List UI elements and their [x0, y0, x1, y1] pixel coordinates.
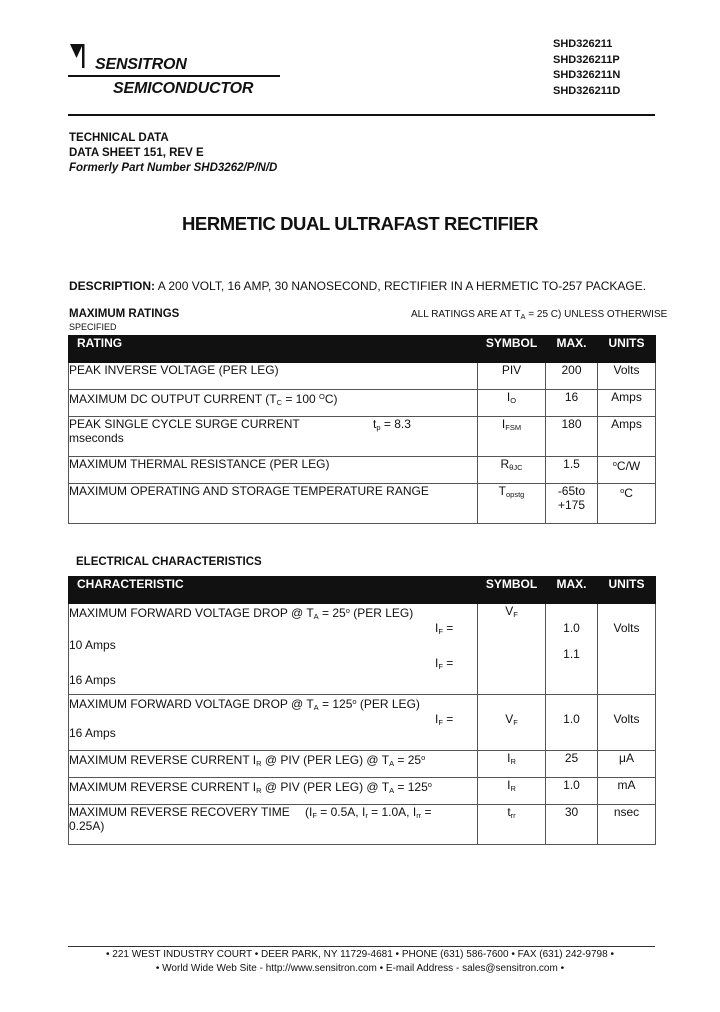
col-header-rating: RATING: [69, 336, 478, 363]
characteristic-label: MAXIMUM FORWARD VOLTAGE DROP @ $T_A = 25^o$ (PER LEG) $I_F$ = 10 Amps $I_F$ = 16 Amps: [69, 604, 478, 695]
description-text: A 200 VOLT, 16 AMP, 30 NANOSECOND, RECTIFIER IN A HERMETIC TO-257 PACKAGE.: [155, 279, 647, 293]
col-header-symbol: SYMBOL: [478, 336, 546, 363]
characteristic-symbol: $I_R$: [478, 751, 546, 778]
rating-label: MAXIMUM DC OUTPUT CURRENT ($T_C = 100$ $^O$C): [69, 390, 478, 417]
characteristic-symbol: $I_R$: [478, 778, 546, 805]
rating-label: MAXIMUM THERMAL RESISTANCE (PER LEG): [69, 457, 478, 484]
technical-data-label: TECHNICAL DATA: [69, 132, 169, 144]
rating-units: Amps: [598, 417, 656, 457]
description: [69, 279, 646, 293]
surge-condition: $t_p = 8.3$: [373, 417, 411, 432]
header-divider: [68, 114, 655, 116]
table-row: [69, 805, 656, 845]
max-ratings-title: MAXIMUM RATINGS: [69, 308, 180, 320]
table-row: [69, 751, 656, 778]
test-condition: ($I_F = 0.5A$, $I_r = 1.0A$, $I_{rr}$ =: [305, 805, 432, 820]
electrical-table: [68, 576, 656, 845]
table-row: [69, 778, 656, 805]
characteristic-units: mA: [598, 778, 656, 805]
footer-contact: • World Wide Web Site - http://www.sensitron.com • E-mail Address - sales@sensitron.com •: [155, 963, 565, 974]
rating-label: PEAK INVERSE VOLTAGE (PER LEG): [69, 363, 478, 390]
footer-divider: [68, 946, 655, 947]
characteristic-label: MAXIMUM REVERSE RECOVERY TIME ($I_F = 0.5A$, $I_r = 1.0A$, $I_{rr}$ = 0.25A): [69, 805, 478, 845]
characteristic-max: 30: [546, 805, 598, 845]
table-header-row: [69, 577, 656, 604]
logo-underline: [68, 75, 280, 77]
col-header-units: UNITS: [598, 336, 656, 363]
characteristic-units: μA: [598, 751, 656, 778]
rating-symbol: $I_{FSM}$: [478, 417, 546, 457]
description-label: DESCRIPTION:: [69, 279, 156, 293]
part-number: SHD326211: [553, 38, 613, 50]
part-number: SHD326211N: [553, 69, 621, 81]
characteristic-symbol: $t_{rr}$: [478, 805, 546, 845]
rating-max: 180: [546, 417, 598, 457]
rating-units: Volts: [598, 363, 656, 390]
electrical-title: ELECTRICAL CHARACTERISTICS: [76, 556, 262, 568]
table-header-row: [69, 336, 656, 363]
characteristic-max: 1.0: [546, 778, 598, 805]
col-header-max: MAX.: [546, 577, 598, 604]
logo-triangle-icon: [70, 44, 92, 68]
col-header-symbol: SYMBOL: [478, 577, 546, 604]
part-number: SHD326211P: [553, 53, 620, 66]
company-name: SENSITRON: [95, 56, 187, 73]
characteristic-units: nsec: [598, 805, 656, 845]
page-title: HERMETIC DUAL ULTRAFAST RECTIFIER: [181, 213, 539, 234]
table-row: [69, 695, 656, 751]
characteristic-symbol: $V_F$: [478, 604, 546, 695]
rating-label: MAXIMUM OPERATING AND STORAGE TEMPERATURE RANGE: [69, 484, 478, 524]
rating-symbol: PIV: [478, 363, 546, 390]
rating-units: Amps: [598, 390, 656, 417]
rating-symbol: $T_{opstg}$: [478, 484, 546, 524]
characteristic-label: MAXIMUM REVERSE CURRENT $I_R$ @ PIV (PER LEG) @ $T_A = 25^o$: [69, 751, 478, 778]
technical-info: [69, 131, 277, 176]
test-condition: $I_F$ =: [435, 621, 454, 636]
characteristic-label: MAXIMUM REVERSE CURRENT $I_R$ @ PIV (PER LEG) @ $T_A = 125^o$: [69, 778, 478, 805]
footer-address: • 221 WEST INDUSTRY COURT • DEER PARK, NY 11729-4681 • PHONE (631) 586-7600 • FAX (631) 242-9798 •: [106, 949, 614, 960]
max-ratings-table: [68, 335, 656, 524]
table-row: [69, 484, 656, 524]
characteristic-label: MAXIMUM FORWARD VOLTAGE DROP @ $T_A = 125^o$ (PER LEG) $I_F$ = 16 Amps: [69, 695, 478, 751]
rating-units: $^o$C: [598, 484, 656, 524]
table-row: [69, 363, 656, 390]
rating-max: 200: [546, 363, 598, 390]
col-header-max: MAX.: [546, 336, 598, 363]
part-number: SHD326211D: [553, 84, 621, 97]
rating-symbol: $I_O$: [478, 390, 546, 417]
col-header-characteristic: CHARACTERISTIC: [69, 577, 478, 604]
table-row: [69, 604, 656, 695]
characteristic-max: 25: [546, 751, 598, 778]
col-header-units: UNITS: [598, 577, 656, 604]
rating-max: 16: [546, 390, 598, 417]
data-sheet-revision: DATA SHEET 151, REV E: [69, 147, 204, 159]
rating-units: $^o$C/W: [598, 457, 656, 484]
company-division: SEMICONDUCTOR: [113, 80, 254, 97]
ratings-note: ALL RATINGS ARE AT $T_A = 25$ C) UNLESS OTHERWISE: [411, 309, 668, 321]
table-row: [69, 457, 656, 484]
part-number-list: [553, 37, 620, 99]
rating-symbol: $R_{\theta JC}$: [478, 457, 546, 484]
rating-max: 1.5: [546, 457, 598, 484]
test-condition: $I_F$ =: [435, 656, 454, 671]
table-row: [69, 417, 656, 457]
characteristic-max: 1.0: [546, 695, 598, 751]
table-row: [69, 390, 656, 417]
characteristic-units: Volts: [598, 604, 656, 695]
ratings-note-continued: SPECIFIED: [69, 322, 117, 332]
characteristic-max: 1.0 1.1: [546, 604, 598, 695]
test-condition: $I_F$ =: [435, 712, 454, 727]
rating-label: PEAK SINGLE CYCLE SURGE CURRENT $t_p = 8.3$ mseconds: [69, 417, 478, 457]
characteristic-symbol: $V_F$: [478, 695, 546, 751]
characteristic-units: Volts: [598, 695, 656, 751]
former-part-number: Formerly Part Number SHD3262/P/N/D: [69, 162, 278, 174]
rating-max: -65to +175: [546, 484, 598, 524]
